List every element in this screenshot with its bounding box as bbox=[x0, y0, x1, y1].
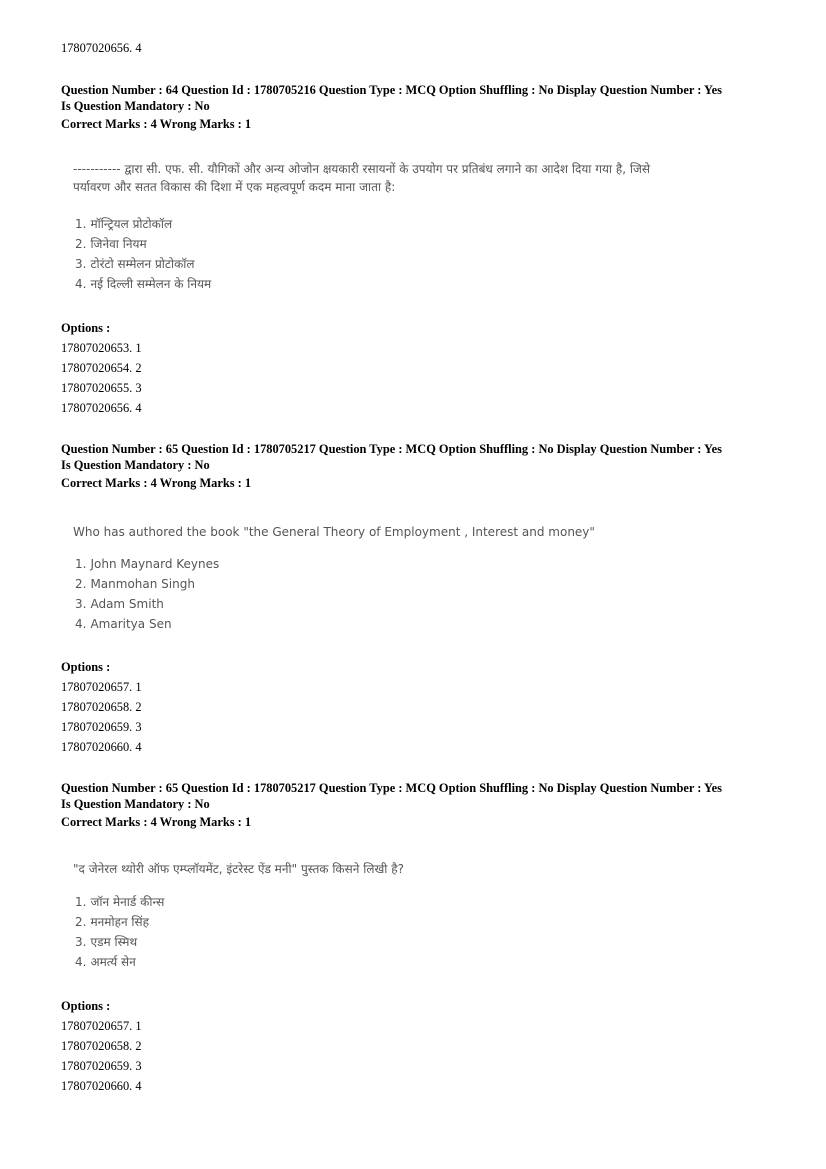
mandatory-line: Is Question Mandatory : No bbox=[61, 99, 210, 113]
option-item: 17807020655. 3 bbox=[61, 381, 142, 395]
choice-item: 2. जिनेवा नियम bbox=[75, 237, 147, 251]
choice-item: 2. Manmohan Singh bbox=[75, 577, 195, 591]
choice-item: 4. अमर्त्य सेन bbox=[75, 955, 136, 969]
choice-item: 3. एडम स्मिथ bbox=[75, 935, 138, 949]
options-label: Options : bbox=[61, 999, 111, 1013]
marks-line: Correct Marks : 4 Wrong Marks : 1 bbox=[61, 117, 252, 131]
previous-option-line: 17807020656. 4 bbox=[61, 41, 142, 55]
options-label: Options : bbox=[61, 660, 111, 674]
question-65-meta bbox=[61, 441, 777, 491]
question-meta-line: Question Number : 64 Question Id : 1780705216 Question Type : MCQ Option Shuffling : No Display Question Number : Yes bbox=[61, 83, 722, 97]
option-item: 17807020660. 4 bbox=[61, 1079, 142, 1093]
choice-list bbox=[75, 554, 219, 634]
option-item: 17807020658. 2 bbox=[61, 1039, 142, 1053]
choice-item: 4. Amaritya Sen bbox=[75, 617, 172, 631]
mandatory-line: Is Question Mandatory : No bbox=[61, 797, 210, 811]
option-item: 17807020657. 1 bbox=[61, 680, 142, 694]
mandatory-line: Is Question Mandatory : No bbox=[61, 458, 210, 472]
choice-list bbox=[75, 214, 211, 294]
question-text bbox=[73, 523, 773, 541]
question-text bbox=[73, 860, 773, 878]
option-item: 17807020653. 1 bbox=[61, 341, 142, 355]
option-item: 17807020658. 2 bbox=[61, 700, 142, 714]
question-64-options bbox=[61, 318, 142, 418]
question-meta-line: Question Number : 65 Question Id : 1780705217 Question Type : MCQ Option Shuffling : No Display Question Number : Yes bbox=[61, 442, 722, 456]
choice-item: 1. मॉन्ट्रियल प्रोटोकॉल bbox=[75, 217, 173, 231]
question-64-content bbox=[61, 158, 777, 298]
option-item: 17807020656. 4 bbox=[61, 401, 142, 415]
marks-line: Correct Marks : 4 Wrong Marks : 1 bbox=[61, 815, 252, 829]
option-item: 17807020654. 2 bbox=[61, 361, 142, 375]
question-text bbox=[73, 160, 773, 196]
question-65-hindi-options bbox=[61, 996, 142, 1096]
option-item: 17807020659. 3 bbox=[61, 720, 142, 734]
question-65-hindi-meta bbox=[61, 780, 777, 830]
marks-line: Correct Marks : 4 Wrong Marks : 1 bbox=[61, 476, 252, 490]
question-65-options bbox=[61, 657, 142, 757]
choice-item: 4. नई दिल्ली सम्मेलन के नियम bbox=[75, 277, 212, 291]
question-text-line: पर्यावरण और सतत विकास की दिशा में एक महत्वपूर्ण कदम माना जाता है: bbox=[73, 180, 396, 194]
option-item: 17807020659. 3 bbox=[61, 1059, 142, 1073]
question-65-hindi-content bbox=[61, 860, 777, 980]
option-item: 17807020660. 4 bbox=[61, 740, 142, 754]
question-text-line: ----------- द्वारा सी. एफ. सी. यौगिकों और अन्य ओजोन क्षयकारी रसायनों के उपयोग पर प्रतिबंध लगाने का आदेश दिया गया है, जिसे bbox=[73, 162, 650, 176]
question-65-content bbox=[61, 521, 777, 641]
question-meta-line: Question Number : 65 Question Id : 1780705217 Question Type : MCQ Option Shuffling : No Display Question Number : Yes bbox=[61, 781, 722, 795]
choice-item: 3. Adam Smith bbox=[75, 597, 164, 611]
choice-item: 3. टोरंटो सम्मेलन प्रोटोकॉल bbox=[75, 257, 195, 271]
question-text-line: Who has authored the book "the General Theory of Employment , Interest and money" bbox=[73, 525, 595, 539]
option-item: 17807020657. 1 bbox=[61, 1019, 142, 1033]
choice-item: 1. John Maynard Keynes bbox=[75, 557, 220, 571]
question-text-line: "द जेनेरल थ्योरी ऑफ एम्प्लॉयमेंट, इंटरेस्ट ऐंड मनी" पुस्तक किसने लिखी है? bbox=[73, 862, 404, 876]
options-label: Options : bbox=[61, 321, 111, 335]
choice-list bbox=[75, 892, 164, 972]
question-64-meta bbox=[61, 82, 777, 132]
choice-item: 1. जॉन मेनार्ड कीन्स bbox=[75, 895, 165, 909]
choice-item: 2. मनमोहन सिंह bbox=[75, 915, 150, 929]
